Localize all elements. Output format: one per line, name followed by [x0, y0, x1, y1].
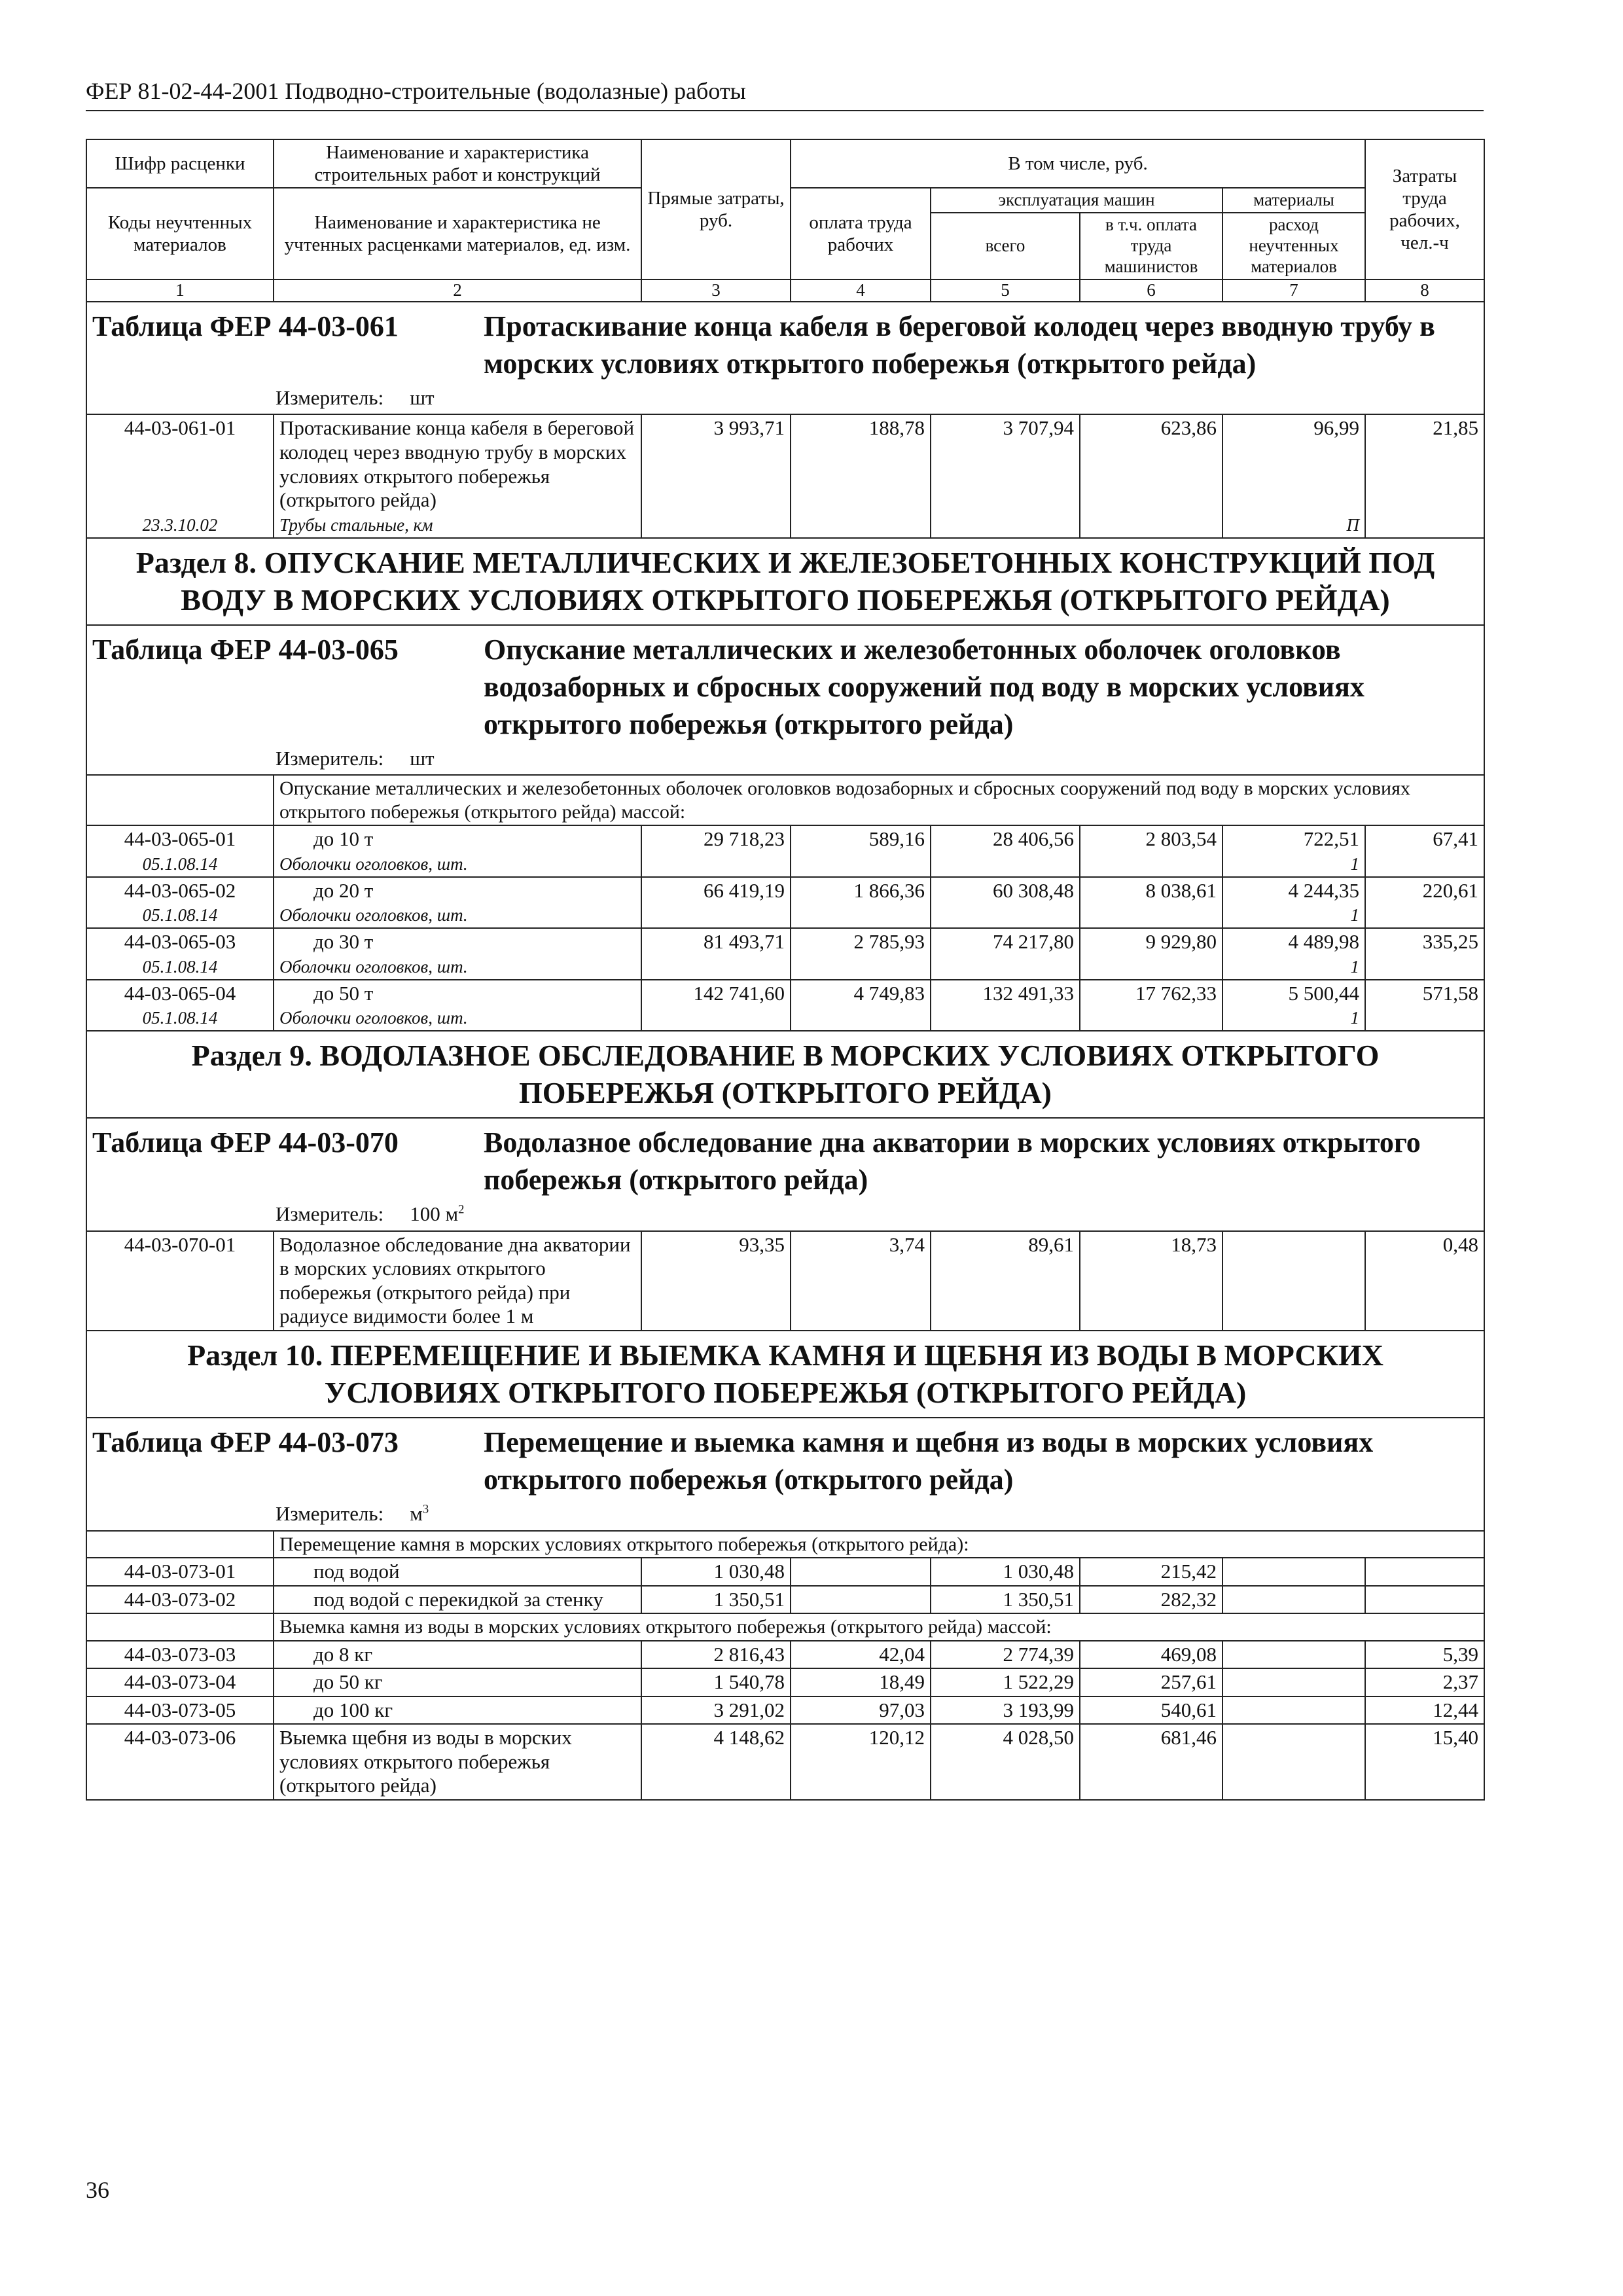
- value-c7: [1222, 1558, 1365, 1586]
- col-head-incl: В том числе, руб.: [791, 139, 1365, 188]
- work-name: до 50 кг: [274, 1668, 641, 1696]
- meter-label: Измеритель:: [276, 1502, 384, 1526]
- value-c3: 2 816,43: [641, 1641, 791, 1669]
- value-c5: 60 308,48: [931, 877, 1080, 905]
- value-c7: [1222, 1696, 1365, 1725]
- table-row: [86, 877, 1484, 905]
- value-c7: [1222, 1231, 1365, 1331]
- rate-code: 44-03-065-02: [86, 877, 274, 905]
- table-title: [86, 625, 1484, 776]
- material-empty: [641, 1007, 791, 1031]
- value-c5: 3 707,94: [931, 414, 1080, 513]
- value-c5: 1 522,29: [931, 1668, 1080, 1696]
- group-note-empty: [86, 1531, 274, 1558]
- material-empty: [1080, 904, 1222, 928]
- value-c4: 188,78: [791, 414, 931, 513]
- table-title-wrap: [92, 1424, 1478, 1498]
- value-c3: 93,35: [641, 1231, 791, 1331]
- table-title-row: [86, 1118, 1484, 1231]
- value-c6: 257,61: [1080, 1668, 1222, 1696]
- value-c8: [1365, 1558, 1484, 1586]
- table-title-wrap: [92, 1124, 1478, 1198]
- material-empty: [791, 853, 931, 877]
- material-empty: [931, 1007, 1080, 1031]
- table-title-wrap: [92, 308, 1478, 382]
- meter-unit: шт: [410, 747, 435, 770]
- value-c3: 3 993,71: [641, 414, 791, 513]
- col-head-direct: Прямые затраты, руб.: [641, 139, 791, 279]
- material-empty: [791, 514, 931, 538]
- value-c8: 2,37: [1365, 1668, 1484, 1696]
- material-empty: [641, 853, 791, 877]
- rate-code: 44-03-065-01: [86, 825, 274, 853]
- group-note-empty: [86, 775, 274, 825]
- table-name: Опускание металлических и железобетонных оболочек оголовков водозаборных и сбросных сооружений под воду в морских условиях открытого побережья (открытого рейда): [484, 633, 1364, 740]
- work-name: до 20 т: [274, 877, 641, 905]
- meter-label: Измеритель:: [276, 1202, 384, 1226]
- material-empty: [1365, 956, 1484, 980]
- table-row: [86, 1724, 1484, 1800]
- table-code: Таблица ФЕР 44-03-070: [92, 1126, 399, 1158]
- table-title: [86, 1418, 1484, 1531]
- material-row: [86, 853, 1484, 877]
- table-row: [86, 980, 1484, 1007]
- material-empty: [1365, 904, 1484, 928]
- table-name: Перемещение и выемка камня и щебня из воды в морских условиях открытого побережья (открытого рейда): [484, 1426, 1374, 1496]
- rate-code: 44-03-073-01: [86, 1558, 274, 1586]
- rate-code: 44-03-065-04: [86, 980, 274, 1007]
- value-c4: 589,16: [791, 825, 931, 853]
- material-empty: [1080, 514, 1222, 538]
- group-note-row: [86, 775, 1484, 825]
- material-qty: 1: [1222, 956, 1365, 980]
- material-empty: [931, 904, 1080, 928]
- material-empty: [1365, 853, 1484, 877]
- rate-code: 44-03-065-03: [86, 928, 274, 956]
- table-row: [86, 1558, 1484, 1586]
- value-c3: 4 148,62: [641, 1724, 791, 1800]
- material-qty: П: [1222, 514, 1365, 538]
- value-c5: 1 350,51: [931, 1586, 1080, 1614]
- material-name: Оболочки оголовков, шт.: [274, 1007, 641, 1031]
- material-name: Оболочки оголовков, шт.: [274, 853, 641, 877]
- material-empty: [1080, 853, 1222, 877]
- value-c8: [1365, 1586, 1484, 1614]
- value-c7: [1222, 1668, 1365, 1696]
- value-c8: 21,85: [1365, 414, 1484, 513]
- value-c4: 18,49: [791, 1668, 931, 1696]
- material-name: Оболочки оголовков, шт.: [274, 904, 641, 928]
- value-c7: 5 500,44: [1222, 980, 1365, 1007]
- value-c8: 335,25: [1365, 928, 1484, 956]
- section-title: Раздел 9. ВОДОЛАЗНОЕ ОБСЛЕДОВАНИЕ В МОРСКИХ УСЛОВИЯХ ОТКРЫТОГО ПОБЕРЕЖЬЯ (ОТКРЫТОГО РЕЙДА): [86, 1031, 1484, 1118]
- col-head-mach-total: всего: [931, 213, 1080, 279]
- rate-code: 44-03-073-03: [86, 1641, 274, 1669]
- meter-unit: шт: [410, 386, 435, 410]
- value-c4: 42,04: [791, 1641, 931, 1669]
- value-c7: 96,99: [1222, 414, 1365, 513]
- value-c4: [791, 1586, 931, 1614]
- value-c5: 89,61: [931, 1231, 1080, 1331]
- material-name: Трубы стальные, км: [274, 514, 641, 538]
- column-number: 2: [274, 279, 641, 302]
- table-name: Протаскивание конца кабеля в береговой колодец через вводную трубу в морских условиях открытого побережья (открытого рейда): [484, 310, 1435, 380]
- table-body: [86, 302, 1484, 1800]
- table-row: [86, 414, 1484, 513]
- value-c4: 120,12: [791, 1724, 931, 1800]
- meter-unit: м: [410, 1502, 423, 1526]
- material-empty: [791, 904, 931, 928]
- value-c4: 3,74: [791, 1231, 931, 1331]
- table-row: [86, 928, 1484, 956]
- column-numbers: [86, 279, 1484, 302]
- meter-label: Измеритель:: [276, 386, 384, 410]
- col-head-mat-code: Коды неучтенных материалов: [86, 188, 274, 279]
- value-c6: 2 803,54: [1080, 825, 1222, 853]
- meter-unit: 100 м: [410, 1202, 459, 1226]
- value-c3: 3 291,02: [641, 1696, 791, 1725]
- table-name: Водолазное обследование дна акватории в морских условиях открытого побережья (открытого рейда): [484, 1126, 1421, 1196]
- value-c6: 8 038,61: [1080, 877, 1222, 905]
- value-c8: 12,44: [1365, 1696, 1484, 1725]
- column-number: 4: [791, 279, 931, 302]
- value-c4: 1 866,36: [791, 877, 931, 905]
- price-table: [86, 139, 1485, 1801]
- table-title-row: [86, 1418, 1484, 1531]
- table-row: [86, 1668, 1484, 1696]
- material-empty: [641, 904, 791, 928]
- group-note-empty: [86, 1613, 274, 1640]
- meter-line: [92, 1501, 1478, 1527]
- material-empty: [931, 853, 1080, 877]
- material-qty: 1: [1222, 1007, 1365, 1031]
- value-c6: 9 929,80: [1080, 928, 1222, 956]
- meter-line: [92, 1201, 1478, 1227]
- work-name: до 100 кг: [274, 1696, 641, 1725]
- value-c7: 722,51: [1222, 825, 1365, 853]
- value-c6: 469,08: [1080, 1641, 1222, 1669]
- section-row: [86, 1031, 1484, 1118]
- value-c7: 4 244,35: [1222, 877, 1365, 905]
- col-head-labor-pay: оплата труда рабочих: [791, 188, 931, 279]
- value-c5: 28 406,56: [931, 825, 1080, 853]
- section-row: [86, 1331, 1484, 1418]
- group-note: Перемещение камня в морских условиях открытого побережья (открытого рейда):: [274, 1531, 1484, 1558]
- material-qty: 1: [1222, 853, 1365, 877]
- material-empty: [1365, 1007, 1484, 1031]
- col-head-name: Наименование и характеристика строительных работ и конструкций: [274, 139, 641, 188]
- table-title-row: [86, 302, 1484, 415]
- meter-unit-power: 3: [422, 1503, 429, 1516]
- page-number: 36: [86, 2177, 109, 2203]
- value-c3: 1 350,51: [641, 1586, 791, 1614]
- material-empty: [791, 956, 931, 980]
- column-number: 1: [86, 279, 274, 302]
- col-head-mat-use: расход неучтенных материалов: [1222, 213, 1365, 279]
- value-c6: 215,42: [1080, 1558, 1222, 1586]
- column-number: 3: [641, 279, 791, 302]
- value-c3: 29 718,23: [641, 825, 791, 853]
- value-c6: 282,32: [1080, 1586, 1222, 1614]
- material-code: 05.1.08.14: [86, 1007, 274, 1031]
- value-c8: 0,48: [1365, 1231, 1484, 1331]
- table-code: Таблица ФЕР 44-03-061: [92, 310, 399, 342]
- rate-code: 44-03-073-04: [86, 1668, 274, 1696]
- work-name: до 50 т: [274, 980, 641, 1007]
- value-c3: 66 419,19: [641, 877, 791, 905]
- work-name: под водой: [274, 1558, 641, 1586]
- column-number: 6: [1080, 279, 1222, 302]
- table-title: [86, 1118, 1484, 1231]
- col-head-mach-pay: в т.ч. оплата труда машинистов: [1080, 213, 1222, 279]
- section-row: [86, 538, 1484, 625]
- material-code: 05.1.08.14: [86, 853, 274, 877]
- work-name: до 8 кг: [274, 1641, 641, 1669]
- value-c8: 5,39: [1365, 1641, 1484, 1669]
- value-c6: 540,61: [1080, 1696, 1222, 1725]
- value-c8: 67,41: [1365, 825, 1484, 853]
- group-note: Выемка камня из воды в морских условиях открытого побережья (открытого рейда) массой:: [274, 1613, 1484, 1640]
- group-note-row: [86, 1613, 1484, 1640]
- material-empty: [641, 956, 791, 980]
- work-name: под водой с перекидкой за стенку: [274, 1586, 641, 1614]
- col-head-materials: материалы: [1222, 188, 1365, 213]
- material-row: [86, 514, 1484, 538]
- section-title: Раздел 10. ПЕРЕМЕЩЕНИЕ И ВЫЕМКА КАМНЯ И ЩЕБНЯ ИЗ ВОДЫ В МОРСКИХ УСЛОВИЯХ ОТКРЫТОГО ПОБЕРЕЖЬЯ (ОТКРЫТОГО РЕЙДА): [86, 1331, 1484, 1418]
- material-empty: [931, 956, 1080, 980]
- table-row: [86, 825, 1484, 853]
- material-row: [86, 1007, 1484, 1031]
- work-name: до 10 т: [274, 825, 641, 853]
- table-row: [86, 1641, 1484, 1669]
- table-head: [86, 139, 1484, 302]
- value-c5: 1 030,48: [931, 1558, 1080, 1586]
- value-c3: 142 741,60: [641, 980, 791, 1007]
- rate-code: 44-03-073-06: [86, 1724, 274, 1800]
- value-c5: 74 217,80: [931, 928, 1080, 956]
- work-name: Выемка щебня из воды в морских условиях открытого побережья (открытого рейда): [274, 1724, 641, 1800]
- column-number: 7: [1222, 279, 1365, 302]
- rate-code: 44-03-073-05: [86, 1696, 274, 1725]
- meter-label: Измеритель:: [276, 747, 384, 770]
- value-c4: [791, 1558, 931, 1586]
- table-code: Таблица ФЕР 44-03-065: [92, 633, 399, 666]
- column-number: 8: [1365, 279, 1484, 302]
- material-empty: [931, 514, 1080, 538]
- value-c8: 15,40: [1365, 1724, 1484, 1800]
- value-c3: 1 540,78: [641, 1668, 791, 1696]
- value-c5: 132 491,33: [931, 980, 1080, 1007]
- value-c3: 1 030,48: [641, 1558, 791, 1586]
- value-c6: 18,73: [1080, 1231, 1222, 1331]
- material-empty: [641, 514, 791, 538]
- material-row: [86, 956, 1484, 980]
- col-head-labor: Затраты труда рабочих, чел.-ч: [1365, 139, 1484, 279]
- value-c4: 97,03: [791, 1696, 931, 1725]
- table-row: [86, 1696, 1484, 1725]
- material-code: 23.3.10.02: [86, 514, 274, 538]
- material-empty: [1080, 1007, 1222, 1031]
- value-c5: 3 193,99: [931, 1696, 1080, 1725]
- value-c7: [1222, 1724, 1365, 1800]
- page-header: ФЕР 81-02-44-2001 Подводно-строительные (водолазные) работы: [86, 77, 1484, 111]
- value-c4: 2 785,93: [791, 928, 931, 956]
- material-empty: [1365, 514, 1484, 538]
- meter-line: [92, 745, 1478, 772]
- group-note: Опускание металлических и железобетонных оболочек оголовков водозаборных и сбросных сооружений под воду в морских условиях открытого побережья (открытого рейда) массой:: [274, 775, 1484, 825]
- value-c7: [1222, 1586, 1365, 1614]
- material-empty: [791, 1007, 931, 1031]
- col-head-code: Шифр расценки: [86, 139, 274, 188]
- value-c6: 17 762,33: [1080, 980, 1222, 1007]
- material-code: 05.1.08.14: [86, 904, 274, 928]
- work-name: Протаскивание конца кабеля в береговой колодец через вводную трубу в морских условиях открытого побережья (открытого рейда): [274, 414, 641, 513]
- value-c8: 220,61: [1365, 877, 1484, 905]
- meter-line: [92, 385, 1478, 411]
- material-name: Оболочки оголовков, шт.: [274, 956, 641, 980]
- value-c6: 681,46: [1080, 1724, 1222, 1800]
- value-c5: 4 028,50: [931, 1724, 1080, 1800]
- rate-code: 44-03-073-02: [86, 1586, 274, 1614]
- value-c4: 4 749,83: [791, 980, 931, 1007]
- value-c8: 571,58: [1365, 980, 1484, 1007]
- rate-code: 44-03-061-01: [86, 414, 274, 513]
- work-name: до 30 т: [274, 928, 641, 956]
- column-number: 5: [931, 279, 1080, 302]
- material-code: 05.1.08.14: [86, 956, 274, 980]
- material-empty: [1080, 956, 1222, 980]
- table-title-wrap: [92, 631, 1478, 744]
- table-row: [86, 1231, 1484, 1331]
- rate-code: 44-03-070-01: [86, 1231, 274, 1331]
- material-qty: 1: [1222, 904, 1365, 928]
- value-c6: 623,86: [1080, 414, 1222, 513]
- material-row: [86, 904, 1484, 928]
- value-c5: 2 774,39: [931, 1641, 1080, 1669]
- table-title: [86, 302, 1484, 415]
- col-head-machines: эксплуатация машин: [931, 188, 1222, 213]
- group-note-row: [86, 1531, 1484, 1558]
- table-row: [86, 1586, 1484, 1614]
- value-c7: 4 489,98: [1222, 928, 1365, 956]
- work-name: Водолазное обследование дна акватории в морских условиях открытого побережья (открытого рейда) при радиусе видимости более 1 м: [274, 1231, 641, 1331]
- meter-unit-power: 2: [458, 1203, 465, 1217]
- col-head-mat-name: Наименование и характеристика не учтенных расценками материалов, ед. изм.: [274, 188, 641, 279]
- value-c3: 81 493,71: [641, 928, 791, 956]
- value-c7: [1222, 1641, 1365, 1669]
- section-title: Раздел 8. ОПУСКАНИЕ МЕТАЛЛИЧЕСКИХ И ЖЕЛЕЗОБЕТОННЫХ КОНСТРУКЦИЙ ПОД ВОДУ В МОРСКИХ УСЛОВИЯХ ОТКРЫТОГО ПОБЕРЕЖЬЯ (ОТКРЫТОГО РЕЙДА): [86, 538, 1484, 625]
- table-code: Таблица ФЕР 44-03-073: [92, 1426, 399, 1458]
- table-title-row: [86, 625, 1484, 776]
